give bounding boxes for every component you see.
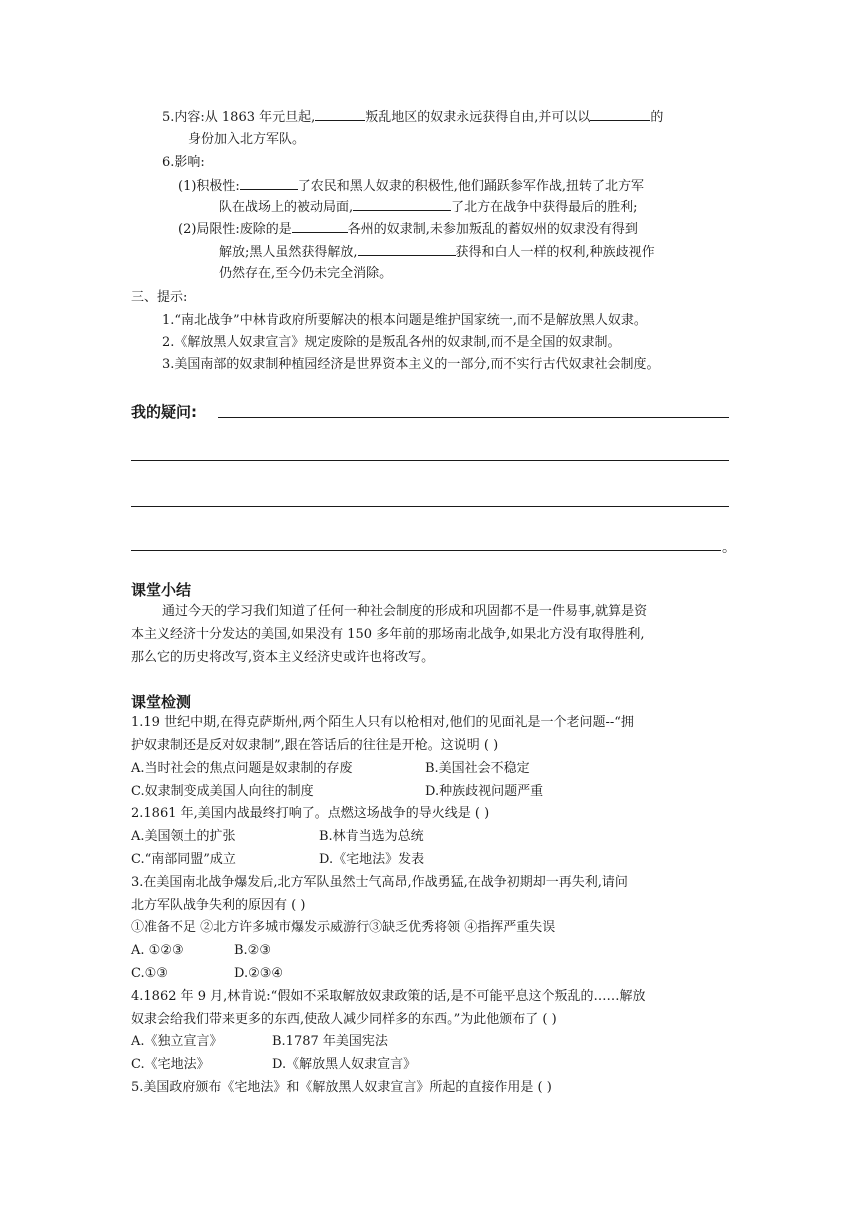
question-3-stem: 北方军队战争失利的原因有 ( ): [131, 898, 306, 913]
fill-blank[interactable]: [590, 107, 650, 121]
test-heading: 课堂检测: [131, 693, 192, 711]
question-5-stem: 5.美国政府颁布《宅地法》和《解放黑人奴隶宣言》所起的直接作用是 ( ): [131, 1080, 552, 1095]
question-3-option-b[interactable]: B.②③: [234, 943, 271, 958]
summary-text: 那么它的历史将改写,资本主义经济史或许也将改写。: [131, 650, 435, 665]
question-4-option-b[interactable]: B.1787 年美国宪法: [272, 1034, 388, 1049]
summary-text: 通过今天的学习我们知道了任何一种社会制度的形成和巩固都不是一件易事,就算是资: [162, 604, 648, 619]
question-3-option-c[interactable]: C.①③: [131, 966, 168, 981]
influence-limitation-cont: 解放;黑人虽然获得解放, 获得和白人一样的权利,种族歧视作: [219, 242, 655, 262]
question-1-option-b[interactable]: B.美国社会不稳定: [425, 761, 530, 776]
hints-title: 三、提示:: [131, 290, 188, 305]
question-2-option-c[interactable]: C.“南部同盟”成立: [131, 852, 236, 867]
fill-blank[interactable]: [315, 107, 365, 121]
question-1-stem: 护奴隶制还是反对奴隶制”,跟在答话后的往往是开枪。这说明 ( ): [131, 738, 499, 753]
content-item-5-cont: 身份加入北方军队。: [188, 132, 306, 147]
question-4-stem: 4.1862 年 9 月,林肯说:“假如不采取解放奴隶政策的话,是不可能平息这个叛乱的……解放: [131, 989, 646, 1004]
answer-line[interactable]: [131, 460, 729, 461]
question-2-option-d[interactable]: D.《宅地法》发表: [319, 852, 425, 867]
summary-heading: 课堂小结: [131, 581, 192, 599]
question-3-option-d[interactable]: D.②③④: [234, 966, 284, 981]
question-3-statements: ①准备不足 ②北方许多城市爆发示威游行③缺乏优秀将领 ④指挥严重失误: [131, 920, 556, 935]
question-1-option-d[interactable]: D.种族歧视问题严重: [425, 784, 544, 799]
question-4-option-a[interactable]: A.《独立宣言》: [131, 1034, 223, 1049]
influence-limitation-end: 仍然存在,至今仍未完全消除。: [219, 266, 393, 281]
influence-positive: (1)积极性: 了农民和黑人奴隶的积极性,他们踊跃参军作战,扭转了北方军: [178, 176, 644, 196]
answer-line[interactable]: [218, 417, 729, 418]
question-4-option-d[interactable]: D.《解放黑人奴隶宣言》: [272, 1057, 417, 1072]
question-2-option-b[interactable]: B.林肯当选为总统: [319, 829, 424, 844]
summary-text: 本主义经济十分发达的美国,如果没有 150 多年前的那场南北战争,如果北方没有取得胜利,: [131, 627, 645, 642]
influence-limitation: (2)局限性:废除的是 各州的奴隶制,未参加叛乱的蓄奴州的奴隶没有得到: [178, 219, 638, 239]
question-1-option-a[interactable]: A.当时社会的焦点问题是奴隶制的存废: [131, 761, 353, 776]
influence-positive-cont: 队在战场上的被动局面, 了北方在战争中获得最后的胜利;: [219, 197, 638, 217]
hint-item: 1.“南北战争”中林肯政府所要解决的根本问题是维护国家统一,而不是解放黑人奴隶。: [162, 313, 647, 328]
question-1-option-c[interactable]: C.奴隶制变成美国人向往的制度: [131, 784, 314, 799]
fill-blank[interactable]: [358, 242, 456, 256]
answer-line[interactable]: [131, 550, 721, 551]
end-mark: 。: [722, 540, 736, 556]
questions-label: 我的疑问:: [131, 403, 197, 421]
question-2-stem: 2.1861 年,美国内战最终打响了。点燃这场战争的导火线是 ( ): [131, 806, 490, 821]
question-4-option-c[interactable]: C.《宅地法》: [131, 1057, 210, 1072]
question-4-stem: 奴隶会给我们带来更多的东西,使敌人减少同样多的东西。”为此他颁布了 ( ): [131, 1012, 557, 1027]
content-item-6: 6.影响:: [162, 155, 205, 170]
question-3-option-a[interactable]: A. ①②③: [131, 943, 184, 958]
question-3-stem: 3.在美国南北战争爆发后,北方军队虽然士气高昂,作战勇猛,在战争初期却一再失利,请问: [131, 875, 628, 890]
fill-blank[interactable]: [292, 219, 348, 233]
question-1-stem: 1.19 世纪中期,在得克萨斯州,两个陌生人只有以枪相对,他们的见面礼是一个老问题--“拥: [131, 715, 634, 730]
fill-blank[interactable]: [240, 176, 298, 190]
hint-item: 2.《解放黑人奴隶宣言》规定废除的是叛乱各州的奴隶制,而不是全国的奴隶制。: [162, 335, 621, 350]
answer-line[interactable]: [131, 506, 729, 507]
hint-item: 3.美国南部的奴隶制种植园经济是世界资本主义的一部分,而不实行古代奴隶社会制度。: [162, 357, 660, 372]
fill-blank[interactable]: [353, 197, 451, 211]
content-item-5: 5.内容:从 1863 年元旦起, 叛乱地区的奴隶永远获得自由,并可以以 的: [162, 107, 663, 127]
question-2-option-a[interactable]: A.美国领土的扩张: [131, 829, 236, 844]
